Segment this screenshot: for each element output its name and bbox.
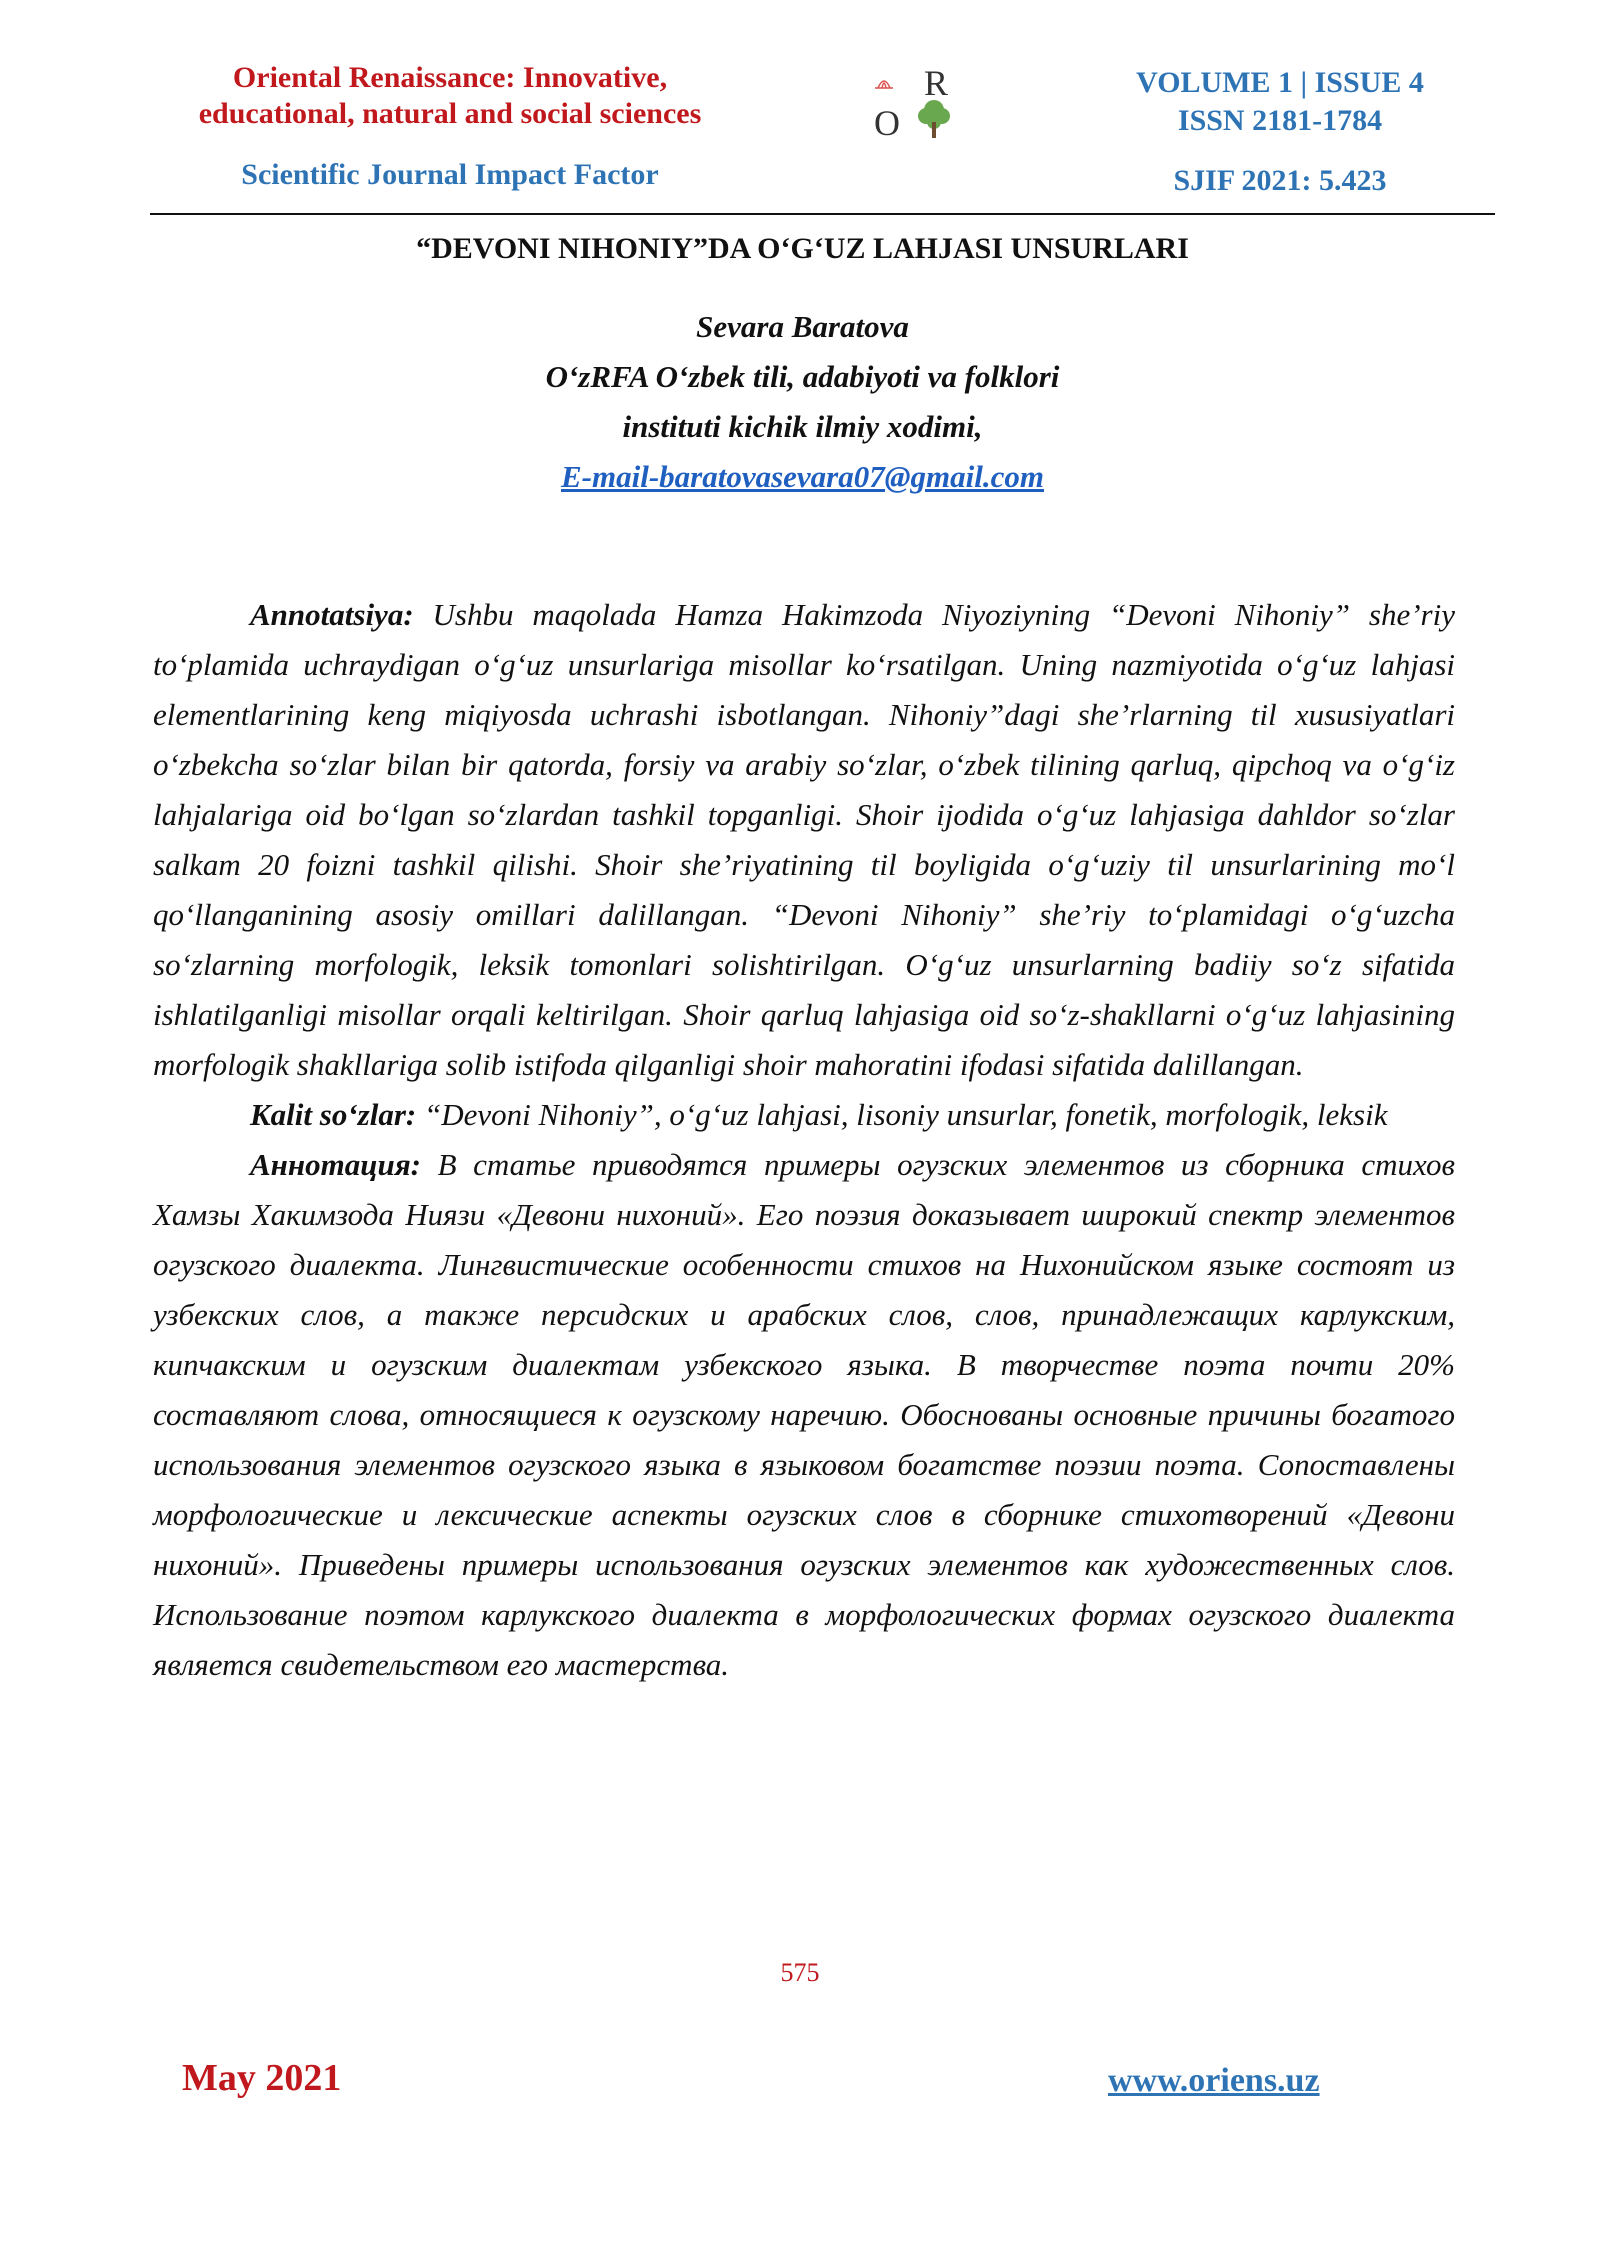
abstract-ru-text: В статье приводятся примеры огузских элементов из сборника стихов Хамзы Хакимзода Ниязи «Девони нихоний». Его поэзия доказывает широкий спектр элементов огузского диалекта. Лингвистические особенности стихов на Нихонийском языке состоят из узбекских слов, а также персидских и арабских слов, слов, принадлежащих карлукским, кипчакским и огузским диалектам узбекского языка. В творчестве поэта почти 20% составляют слова, относящиеся к огузскому наречию. Обоснованы основные причины богатого использования элементов огузского языка в языковом богатстве поэзии поэта. Сопоставлены морфологические и лексические аспекты огузских слов в сборнике стихотворений «Девони нихоний». Приведены примеры использования огузских элементов как художественных слов. Использование поэтом карлукского диалекта в морфологических формах огузского диалекта является свидетельством его мастерства.: [153, 1147, 1455, 1682]
journal-title: [150, 60, 750, 132]
keywords-text: “Devoni Nihoniy”, o‘g‘uz lahjasi, lisoniy unsurlar, fonetik, morfologik, leksik: [416, 1097, 1388, 1132]
abstract-uz-text: Ushbu maqolada Hamza Hakimzoda Niyoziyning “Devoni Nihoniy” she’riy to‘plamida uchraydigan o‘g‘uz unsurlariga misollar ko‘rsatilgan. Uning nazmiyotida o‘g‘uz lahjasi elementlarining keng miqiyosda uchrashi isbotlangan. Nihoniy”dagi she’rlarning til xususiyatlari o‘zbekcha so‘zlar bilan bir qatorda, forsiy va arabiy so‘zlar, o‘zbek tilining qarluq, qipchoq va o‘g‘iz lahjalariga oid bo‘lgan so‘zlardan tashkil topganligi. Shoir ijodida o‘g‘uz lahjasiga dahldor so‘zlar salkam 20 foizni tashkil qilishi. Shoir she’riyatining til boyligida o‘g‘uziy til unsurlarining mo‘l qo‘llanganining asosiy omillari dalillangan. “Devoni Nihoniy” she’riy to‘plamidagi o‘g‘uzcha so‘zlarning morfologik, leksik tomonlari solishtirilgan. O‘g‘uz unsurlarning badiiy so‘z sifatida ishlatilganligi misollar orqali keltirilgan. Shoir qarluq lahjasiga oid so‘z-shakllarni o‘g‘uz lahjasining morfologik shakllariga solib istifoda qilganligi shoir mahoratini ifodasi sifatida dalillangan.: [153, 597, 1455, 1082]
journal-title-line-2: educational, natural and social sciences: [198, 97, 702, 130]
logo-letter-o: O: [874, 103, 900, 143]
volume-issue: VOLUME 1 | ISSUE 4: [1136, 66, 1424, 99]
article-body: [153, 590, 1455, 1690]
article-title: “DEVONI NIHONIY”DA O‘G‘UZ LAHJASI UNSURLARI: [416, 232, 1189, 265]
impact-factor-label: Scientific Journal Impact Factor: [241, 158, 659, 191]
author-email-link[interactable]: E-mail-baratovasevara07@gmail.com: [561, 459, 1044, 494]
journal-header-right: [1070, 64, 1490, 200]
footer-website-link[interactable]: www.oriens.uz: [1108, 2062, 1320, 2099]
sjif-value: SJIF 2021: 5.423: [1173, 164, 1387, 197]
footer-date: May 2021: [182, 2057, 342, 2099]
author-block: [150, 302, 1455, 502]
logo-letter-r: R: [924, 63, 949, 103]
journal-logo: [870, 63, 966, 146]
header-divider: [150, 213, 1495, 215]
abstract-russian: [153, 1140, 1455, 1690]
keywords-uzbek: [153, 1090, 1455, 1140]
author-name: Sevara Baratova: [696, 309, 909, 344]
affiliation-line-2: instituti kichik ilmiy xodimi,: [622, 409, 983, 444]
affiliation-line-1: O‘zRFA O‘zbek tili, adabiyoti va folklori: [545, 359, 1060, 394]
keywords-label: Kalit so‘zlar:: [250, 1097, 417, 1132]
page-number: 575: [780, 1958, 820, 1987]
journal-header-left: [150, 60, 750, 192]
issn: ISSN 2181-1784: [1177, 104, 1383, 137]
abstract-uzbek: [153, 590, 1455, 1090]
abstract-uz-label: Annotatsiya:: [250, 597, 414, 632]
journal-title-line-1: Oriental Renaissance: Innovative,: [232, 61, 668, 94]
abstract-ru-label: Аннотация:: [250, 1147, 421, 1182]
